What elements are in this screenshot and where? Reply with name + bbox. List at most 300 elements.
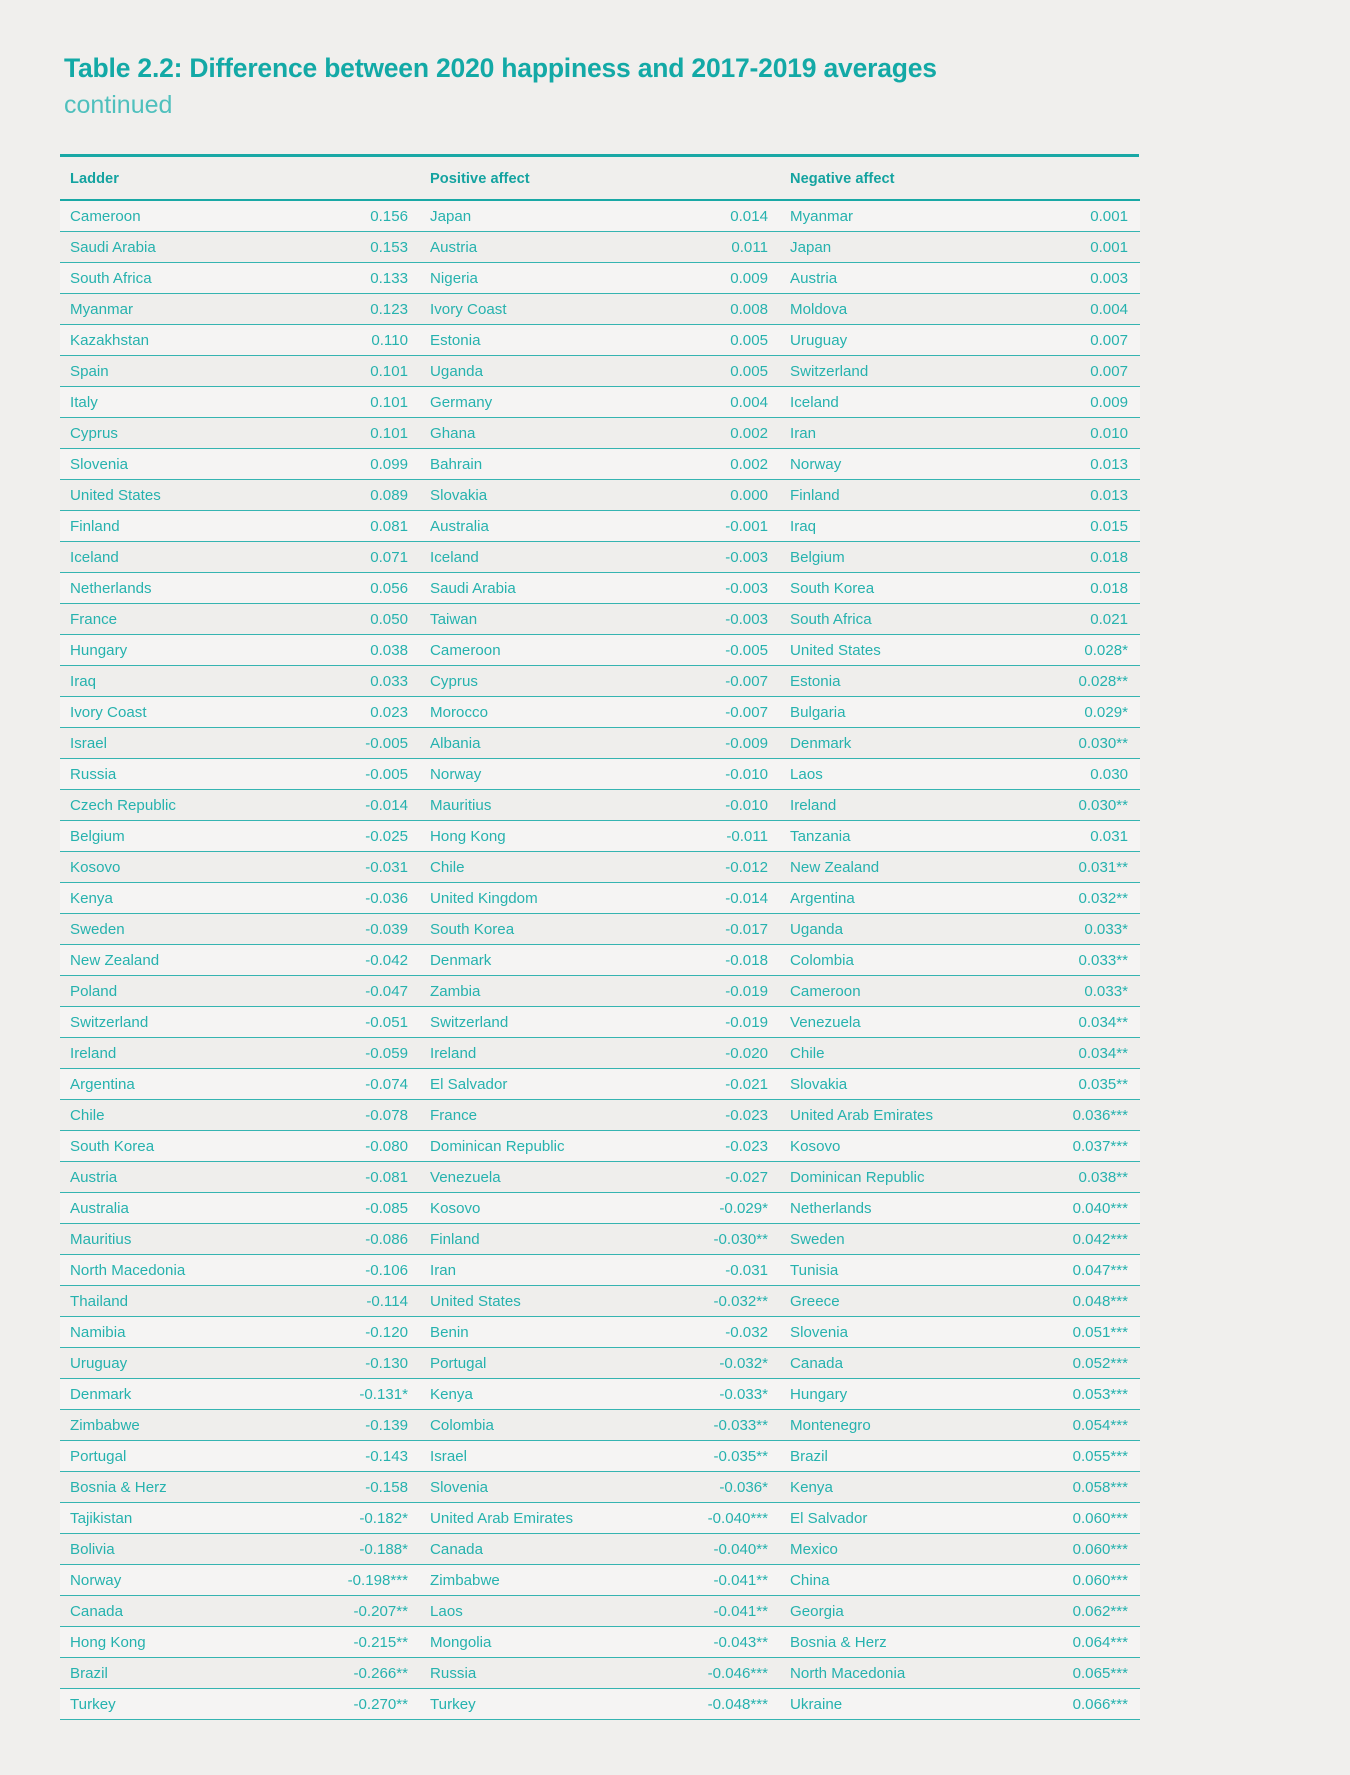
ladder-country-name: Sweden: [60, 914, 312, 945]
ladder-country-name: Denmark: [60, 1379, 312, 1410]
ladder-country-name: Spain: [60, 356, 312, 387]
ladder-value: -0.130: [312, 1348, 420, 1379]
negative-country-name: Iraq: [780, 511, 1032, 542]
ladder-value: 0.153: [312, 232, 420, 263]
negative-country-name: Netherlands: [780, 1193, 1032, 1224]
ladder-country-name: Hungary: [60, 635, 312, 666]
negative-value: 0.038**: [1032, 1162, 1140, 1193]
positive-country-name: Germany: [420, 387, 672, 418]
positive-value: -0.007: [672, 666, 780, 697]
positive-value: -0.009: [672, 728, 780, 759]
ladder-country-name: Iraq: [60, 666, 312, 697]
positive-country-name: Ghana: [420, 418, 672, 449]
ladder-country-name: Netherlands: [60, 573, 312, 604]
positive-country-name: Laos: [420, 1596, 672, 1627]
positive-value: -0.017: [672, 914, 780, 945]
positive-country-name: Saudi Arabia: [420, 573, 672, 604]
negative-country-name: Argentina: [780, 883, 1032, 914]
ladder-value: -0.188*: [312, 1534, 420, 1565]
positive-value: -0.040**: [672, 1534, 780, 1565]
ladder-value: -0.051: [312, 1007, 420, 1038]
ladder-country-name: Saudi Arabia: [60, 232, 312, 263]
negative-country-name: Montenegro: [780, 1410, 1032, 1441]
ladder-value: -0.047: [312, 976, 420, 1007]
column-header-negative-affect-value: [1032, 157, 1140, 200]
happiness-difference-table: [60, 157, 1140, 1720]
negative-country-name: Iceland: [780, 387, 1032, 418]
positive-country-name: Australia: [420, 511, 672, 542]
positive-value: 0.005: [672, 325, 780, 356]
header-row: [60, 157, 1140, 200]
negative-country-name: Bulgaria: [780, 697, 1032, 728]
negative-value: 0.064***: [1032, 1627, 1140, 1658]
ladder-value: 0.071: [312, 542, 420, 573]
ladder-value: -0.198***: [312, 1565, 420, 1596]
positive-country-name: Ivory Coast: [420, 294, 672, 325]
table-row: [60, 418, 1140, 449]
ladder-country-name: Canada: [60, 1596, 312, 1627]
positive-country-name: Finland: [420, 1224, 672, 1255]
negative-value: 0.032**: [1032, 883, 1140, 914]
ladder-country-name: Czech Republic: [60, 790, 312, 821]
column-header-positive-affect-value: [672, 157, 780, 200]
positive-value: -0.003: [672, 573, 780, 604]
positive-country-name: Taiwan: [420, 604, 672, 635]
negative-country-name: Venezuela: [780, 1007, 1032, 1038]
positive-value: -0.019: [672, 1007, 780, 1038]
table-row: [60, 1038, 1140, 1069]
negative-value: 0.013: [1032, 449, 1140, 480]
ladder-country-name: Belgium: [60, 821, 312, 852]
ladder-country-name: Norway: [60, 1565, 312, 1596]
page-subtitle: continued: [64, 90, 173, 119]
negative-country-name: Bosnia & Herz: [780, 1627, 1032, 1658]
ladder-value: 0.123: [312, 294, 420, 325]
ladder-country-name: Switzerland: [60, 1007, 312, 1038]
ladder-value: -0.139: [312, 1410, 420, 1441]
negative-country-name: Ukraine: [780, 1689, 1032, 1720]
ladder-value: -0.215**: [312, 1627, 420, 1658]
table-row: [60, 1658, 1140, 1689]
positive-value: -0.012: [672, 852, 780, 883]
positive-country-name: Albania: [420, 728, 672, 759]
negative-value: 0.028*: [1032, 635, 1140, 666]
negative-value: 0.021: [1032, 604, 1140, 635]
ladder-country-name: Uruguay: [60, 1348, 312, 1379]
ladder-country-name: Kenya: [60, 883, 312, 914]
positive-country-name: France: [420, 1100, 672, 1131]
ladder-value: -0.085: [312, 1193, 420, 1224]
ladder-country-name: Ireland: [60, 1038, 312, 1069]
positive-value: -0.010: [672, 790, 780, 821]
positive-country-name: Switzerland: [420, 1007, 672, 1038]
ladder-value: 0.033: [312, 666, 420, 697]
table-row: [60, 542, 1140, 573]
positive-value: -0.021: [672, 1069, 780, 1100]
ladder-value: 0.056: [312, 573, 420, 604]
ladder-value: -0.114: [312, 1286, 420, 1317]
positive-value: 0.004: [672, 387, 780, 418]
table-row: [60, 387, 1140, 418]
ladder-value: -0.081: [312, 1162, 420, 1193]
positive-value: -0.001: [672, 511, 780, 542]
ladder-country-name: France: [60, 604, 312, 635]
positive-country-name: Denmark: [420, 945, 672, 976]
positive-value: -0.032**: [672, 1286, 780, 1317]
positive-country-name: Venezuela: [420, 1162, 672, 1193]
positive-country-name: Cyprus: [420, 666, 672, 697]
positive-value: -0.036*: [672, 1472, 780, 1503]
negative-country-name: Mexico: [780, 1534, 1032, 1565]
table-row: [60, 1379, 1140, 1410]
positive-value: -0.010: [672, 759, 780, 790]
table-row: [60, 1100, 1140, 1131]
positive-country-name: Estonia: [420, 325, 672, 356]
table-row: [60, 1255, 1140, 1286]
table-row: [60, 356, 1140, 387]
negative-value: 0.034**: [1032, 1007, 1140, 1038]
ladder-value: -0.078: [312, 1100, 420, 1131]
negative-country-name: South Africa: [780, 604, 1032, 635]
table-row: [60, 945, 1140, 976]
ladder-country-name: Kosovo: [60, 852, 312, 883]
ladder-value: 0.110: [312, 325, 420, 356]
negative-country-name: Slovenia: [780, 1317, 1032, 1348]
table-row: [60, 1441, 1140, 1472]
positive-value: -0.003: [672, 542, 780, 573]
negative-country-name: Dominican Republic: [780, 1162, 1032, 1193]
positive-value: -0.007: [672, 697, 780, 728]
positive-value: 0.005: [672, 356, 780, 387]
negative-value: 0.048***: [1032, 1286, 1140, 1317]
negative-value: 0.004: [1032, 294, 1140, 325]
ladder-value: -0.120: [312, 1317, 420, 1348]
ladder-value: -0.158: [312, 1472, 420, 1503]
negative-country-name: Sweden: [780, 1224, 1032, 1255]
positive-country-name: United Arab Emirates: [420, 1503, 672, 1534]
positive-country-name: Japan: [420, 200, 672, 232]
column-header-ladder-value: [312, 157, 420, 200]
ladder-value: -0.036: [312, 883, 420, 914]
ladder-country-name: Russia: [60, 759, 312, 790]
positive-value: 0.009: [672, 263, 780, 294]
positive-country-name: Iceland: [420, 542, 672, 573]
negative-value: 0.066***: [1032, 1689, 1140, 1720]
negative-value: 0.042***: [1032, 1224, 1140, 1255]
ladder-country-name: Zimbabwe: [60, 1410, 312, 1441]
ladder-country-name: Hong Kong: [60, 1627, 312, 1658]
ladder-value: 0.023: [312, 697, 420, 728]
table-row: [60, 976, 1140, 1007]
positive-value: -0.029*: [672, 1193, 780, 1224]
positive-value: 0.014: [672, 200, 780, 232]
ladder-country-name: Bosnia & Herz: [60, 1472, 312, 1503]
ladder-country-name: Namibia: [60, 1317, 312, 1348]
ladder-value: 0.050: [312, 604, 420, 635]
table-row: [60, 1565, 1140, 1596]
negative-country-name: Austria: [780, 263, 1032, 294]
positive-country-name: United States: [420, 1286, 672, 1317]
ladder-value: 0.081: [312, 511, 420, 542]
positive-value: -0.032*: [672, 1348, 780, 1379]
ladder-country-name: United States: [60, 480, 312, 511]
positive-value: -0.041**: [672, 1596, 780, 1627]
ladder-country-name: Brazil: [60, 1658, 312, 1689]
positive-value: -0.023: [672, 1100, 780, 1131]
positive-country-name: Kosovo: [420, 1193, 672, 1224]
negative-value: 0.060***: [1032, 1565, 1140, 1596]
table-row: [60, 263, 1140, 294]
positive-country-name: Nigeria: [420, 263, 672, 294]
positive-value: -0.003: [672, 604, 780, 635]
negative-country-name: Estonia: [780, 666, 1032, 697]
negative-value: 0.055***: [1032, 1441, 1140, 1472]
positive-value: -0.005: [672, 635, 780, 666]
positive-value: -0.027: [672, 1162, 780, 1193]
negative-country-name: Ireland: [780, 790, 1032, 821]
table-row: [60, 1193, 1140, 1224]
ladder-value: -0.080: [312, 1131, 420, 1162]
positive-value: -0.046***: [672, 1658, 780, 1689]
positive-country-name: Zambia: [420, 976, 672, 1007]
negative-value: 0.051***: [1032, 1317, 1140, 1348]
positive-country-name: Slovakia: [420, 480, 672, 511]
table-row: [60, 1689, 1140, 1720]
ladder-value: -0.005: [312, 728, 420, 759]
table-row: [60, 666, 1140, 697]
ladder-value: -0.182*: [312, 1503, 420, 1534]
positive-country-name: Ireland: [420, 1038, 672, 1069]
negative-country-name: Slovakia: [780, 1069, 1032, 1100]
negative-value: 0.009: [1032, 387, 1140, 418]
negative-value: 0.018: [1032, 573, 1140, 604]
ladder-country-name: Finland: [60, 511, 312, 542]
table-row: [60, 604, 1140, 635]
negative-value: 0.065***: [1032, 1658, 1140, 1689]
negative-country-name: United States: [780, 635, 1032, 666]
negative-value: 0.047***: [1032, 1255, 1140, 1286]
negative-value: 0.033*: [1032, 976, 1140, 1007]
ladder-country-name: Australia: [60, 1193, 312, 1224]
negative-country-name: Laos: [780, 759, 1032, 790]
negative-country-name: Uganda: [780, 914, 1032, 945]
ladder-country-name: Cameroon: [60, 200, 312, 232]
positive-value: 0.008: [672, 294, 780, 325]
positive-value: -0.011: [672, 821, 780, 852]
negative-country-name: China: [780, 1565, 1032, 1596]
ladder-country-name: Kazakhstan: [60, 325, 312, 356]
positive-country-name: Uganda: [420, 356, 672, 387]
ladder-country-name: Slovenia: [60, 449, 312, 480]
table-body: [60, 200, 1140, 1720]
positive-value: -0.030**: [672, 1224, 780, 1255]
column-header-negative-affect: Negative affect: [780, 157, 1032, 200]
ladder-value: -0.106: [312, 1255, 420, 1286]
positive-country-name: El Salvador: [420, 1069, 672, 1100]
positive-country-name: Benin: [420, 1317, 672, 1348]
negative-value: 0.010: [1032, 418, 1140, 449]
positive-value: -0.035**: [672, 1441, 780, 1472]
negative-country-name: Chile: [780, 1038, 1032, 1069]
table-head: [60, 157, 1140, 200]
table-row: [60, 1348, 1140, 1379]
ladder-country-name: Poland: [60, 976, 312, 1007]
ladder-country-name: Argentina: [60, 1069, 312, 1100]
negative-country-name: Myanmar: [780, 200, 1032, 232]
negative-value: 0.001: [1032, 200, 1140, 232]
column-header-ladder: Ladder: [60, 157, 312, 200]
positive-country-name: Zimbabwe: [420, 1565, 672, 1596]
ladder-value: 0.038: [312, 635, 420, 666]
negative-country-name: Tanzania: [780, 821, 1032, 852]
table-row: [60, 449, 1140, 480]
positive-country-name: Chile: [420, 852, 672, 883]
ladder-country-name: Myanmar: [60, 294, 312, 325]
negative-value: 0.033*: [1032, 914, 1140, 945]
table-row: [60, 1534, 1140, 1565]
negative-value: 0.060***: [1032, 1534, 1140, 1565]
table-container: [60, 154, 1139, 1720]
ladder-value: 0.133: [312, 263, 420, 294]
ladder-value: -0.207**: [312, 1596, 420, 1627]
ladder-country-name: Austria: [60, 1162, 312, 1193]
negative-country-name: South Korea: [780, 573, 1032, 604]
positive-country-name: Iran: [420, 1255, 672, 1286]
positive-country-name: Dominican Republic: [420, 1131, 672, 1162]
table-row: [60, 1286, 1140, 1317]
negative-country-name: Greece: [780, 1286, 1032, 1317]
negative-value: 0.028**: [1032, 666, 1140, 697]
negative-country-name: Brazil: [780, 1441, 1032, 1472]
negative-country-name: Colombia: [780, 945, 1032, 976]
positive-value: -0.018: [672, 945, 780, 976]
ladder-value: -0.143: [312, 1441, 420, 1472]
ladder-country-name: Israel: [60, 728, 312, 759]
negative-country-name: Hungary: [780, 1379, 1032, 1410]
table-row: [60, 200, 1140, 232]
negative-value: 0.036***: [1032, 1100, 1140, 1131]
negative-value: 0.015: [1032, 511, 1140, 542]
negative-value: 0.030: [1032, 759, 1140, 790]
ladder-value: -0.266**: [312, 1658, 420, 1689]
table-row: [60, 1317, 1140, 1348]
ladder-value: -0.086: [312, 1224, 420, 1255]
ladder-value: -0.031: [312, 852, 420, 883]
table-row: [60, 573, 1140, 604]
negative-country-name: United Arab Emirates: [780, 1100, 1032, 1131]
positive-country-name: Hong Kong: [420, 821, 672, 852]
ladder-value: 0.101: [312, 387, 420, 418]
ladder-value: -0.074: [312, 1069, 420, 1100]
positive-value: -0.019: [672, 976, 780, 1007]
table-row: [60, 511, 1140, 542]
table-row: [60, 1410, 1140, 1441]
table-row: [60, 790, 1140, 821]
negative-country-name: Kosovo: [780, 1131, 1032, 1162]
table-row: [60, 294, 1140, 325]
negative-value: 0.001: [1032, 232, 1140, 263]
ladder-value: -0.014: [312, 790, 420, 821]
table-row: [60, 1162, 1140, 1193]
positive-value: -0.033**: [672, 1410, 780, 1441]
positive-country-name: Bahrain: [420, 449, 672, 480]
negative-country-name: El Salvador: [780, 1503, 1032, 1534]
positive-value: 0.002: [672, 449, 780, 480]
positive-country-name: United Kingdom: [420, 883, 672, 914]
negative-country-name: Georgia: [780, 1596, 1032, 1627]
ladder-country-name: New Zealand: [60, 945, 312, 976]
table-row: [60, 232, 1140, 263]
ladder-value: 0.101: [312, 418, 420, 449]
positive-country-name: Israel: [420, 1441, 672, 1472]
negative-value: 0.031: [1032, 821, 1140, 852]
table-row: [60, 914, 1140, 945]
positive-value: 0.011: [672, 232, 780, 263]
positive-country-name: Slovenia: [420, 1472, 672, 1503]
ladder-country-name: Turkey: [60, 1689, 312, 1720]
positive-country-name: South Korea: [420, 914, 672, 945]
positive-value: -0.048***: [672, 1689, 780, 1720]
page-title: Table 2.2: Difference between 2020 happiness and 2017-2019 averages: [64, 53, 937, 83]
positive-country-name: Canada: [420, 1534, 672, 1565]
negative-value: 0.060***: [1032, 1503, 1140, 1534]
negative-value: 0.052***: [1032, 1348, 1140, 1379]
positive-value: -0.033*: [672, 1379, 780, 1410]
table-row: [60, 759, 1140, 790]
ladder-value: 0.099: [312, 449, 420, 480]
positive-country-name: Austria: [420, 232, 672, 263]
positive-value: -0.023: [672, 1131, 780, 1162]
negative-country-name: Denmark: [780, 728, 1032, 759]
table-row: [60, 821, 1140, 852]
negative-value: 0.054***: [1032, 1410, 1140, 1441]
negative-value: 0.013: [1032, 480, 1140, 511]
negative-country-name: Switzerland: [780, 356, 1032, 387]
ladder-country-name: Mauritius: [60, 1224, 312, 1255]
negative-value: 0.037***: [1032, 1131, 1140, 1162]
ladder-value: 0.089: [312, 480, 420, 511]
table-row: [60, 1596, 1140, 1627]
ladder-value: -0.059: [312, 1038, 420, 1069]
table-row: [60, 1224, 1140, 1255]
ladder-country-name: Cyprus: [60, 418, 312, 449]
negative-value: 0.029*: [1032, 697, 1140, 728]
table-row: [60, 1069, 1140, 1100]
ladder-value: -0.025: [312, 821, 420, 852]
positive-country-name: Cameroon: [420, 635, 672, 666]
ladder-country-name: South Africa: [60, 263, 312, 294]
table-row: [60, 325, 1140, 356]
negative-value: 0.030**: [1032, 790, 1140, 821]
positive-value: -0.032: [672, 1317, 780, 1348]
table-row: [60, 1007, 1140, 1038]
ladder-country-name: South Korea: [60, 1131, 312, 1162]
ladder-value: -0.005: [312, 759, 420, 790]
ladder-country-name: Iceland: [60, 542, 312, 573]
negative-value: 0.058***: [1032, 1472, 1140, 1503]
negative-value: 0.007: [1032, 325, 1140, 356]
table-row: [60, 728, 1140, 759]
negative-country-name: Canada: [780, 1348, 1032, 1379]
positive-country-name: Russia: [420, 1658, 672, 1689]
positive-country-name: Kenya: [420, 1379, 672, 1410]
negative-value: 0.033**: [1032, 945, 1140, 976]
negative-value: 0.034**: [1032, 1038, 1140, 1069]
negative-country-name: Uruguay: [780, 325, 1032, 356]
positive-country-name: Mongolia: [420, 1627, 672, 1658]
ladder-country-name: Bolivia: [60, 1534, 312, 1565]
positive-value: -0.014: [672, 883, 780, 914]
